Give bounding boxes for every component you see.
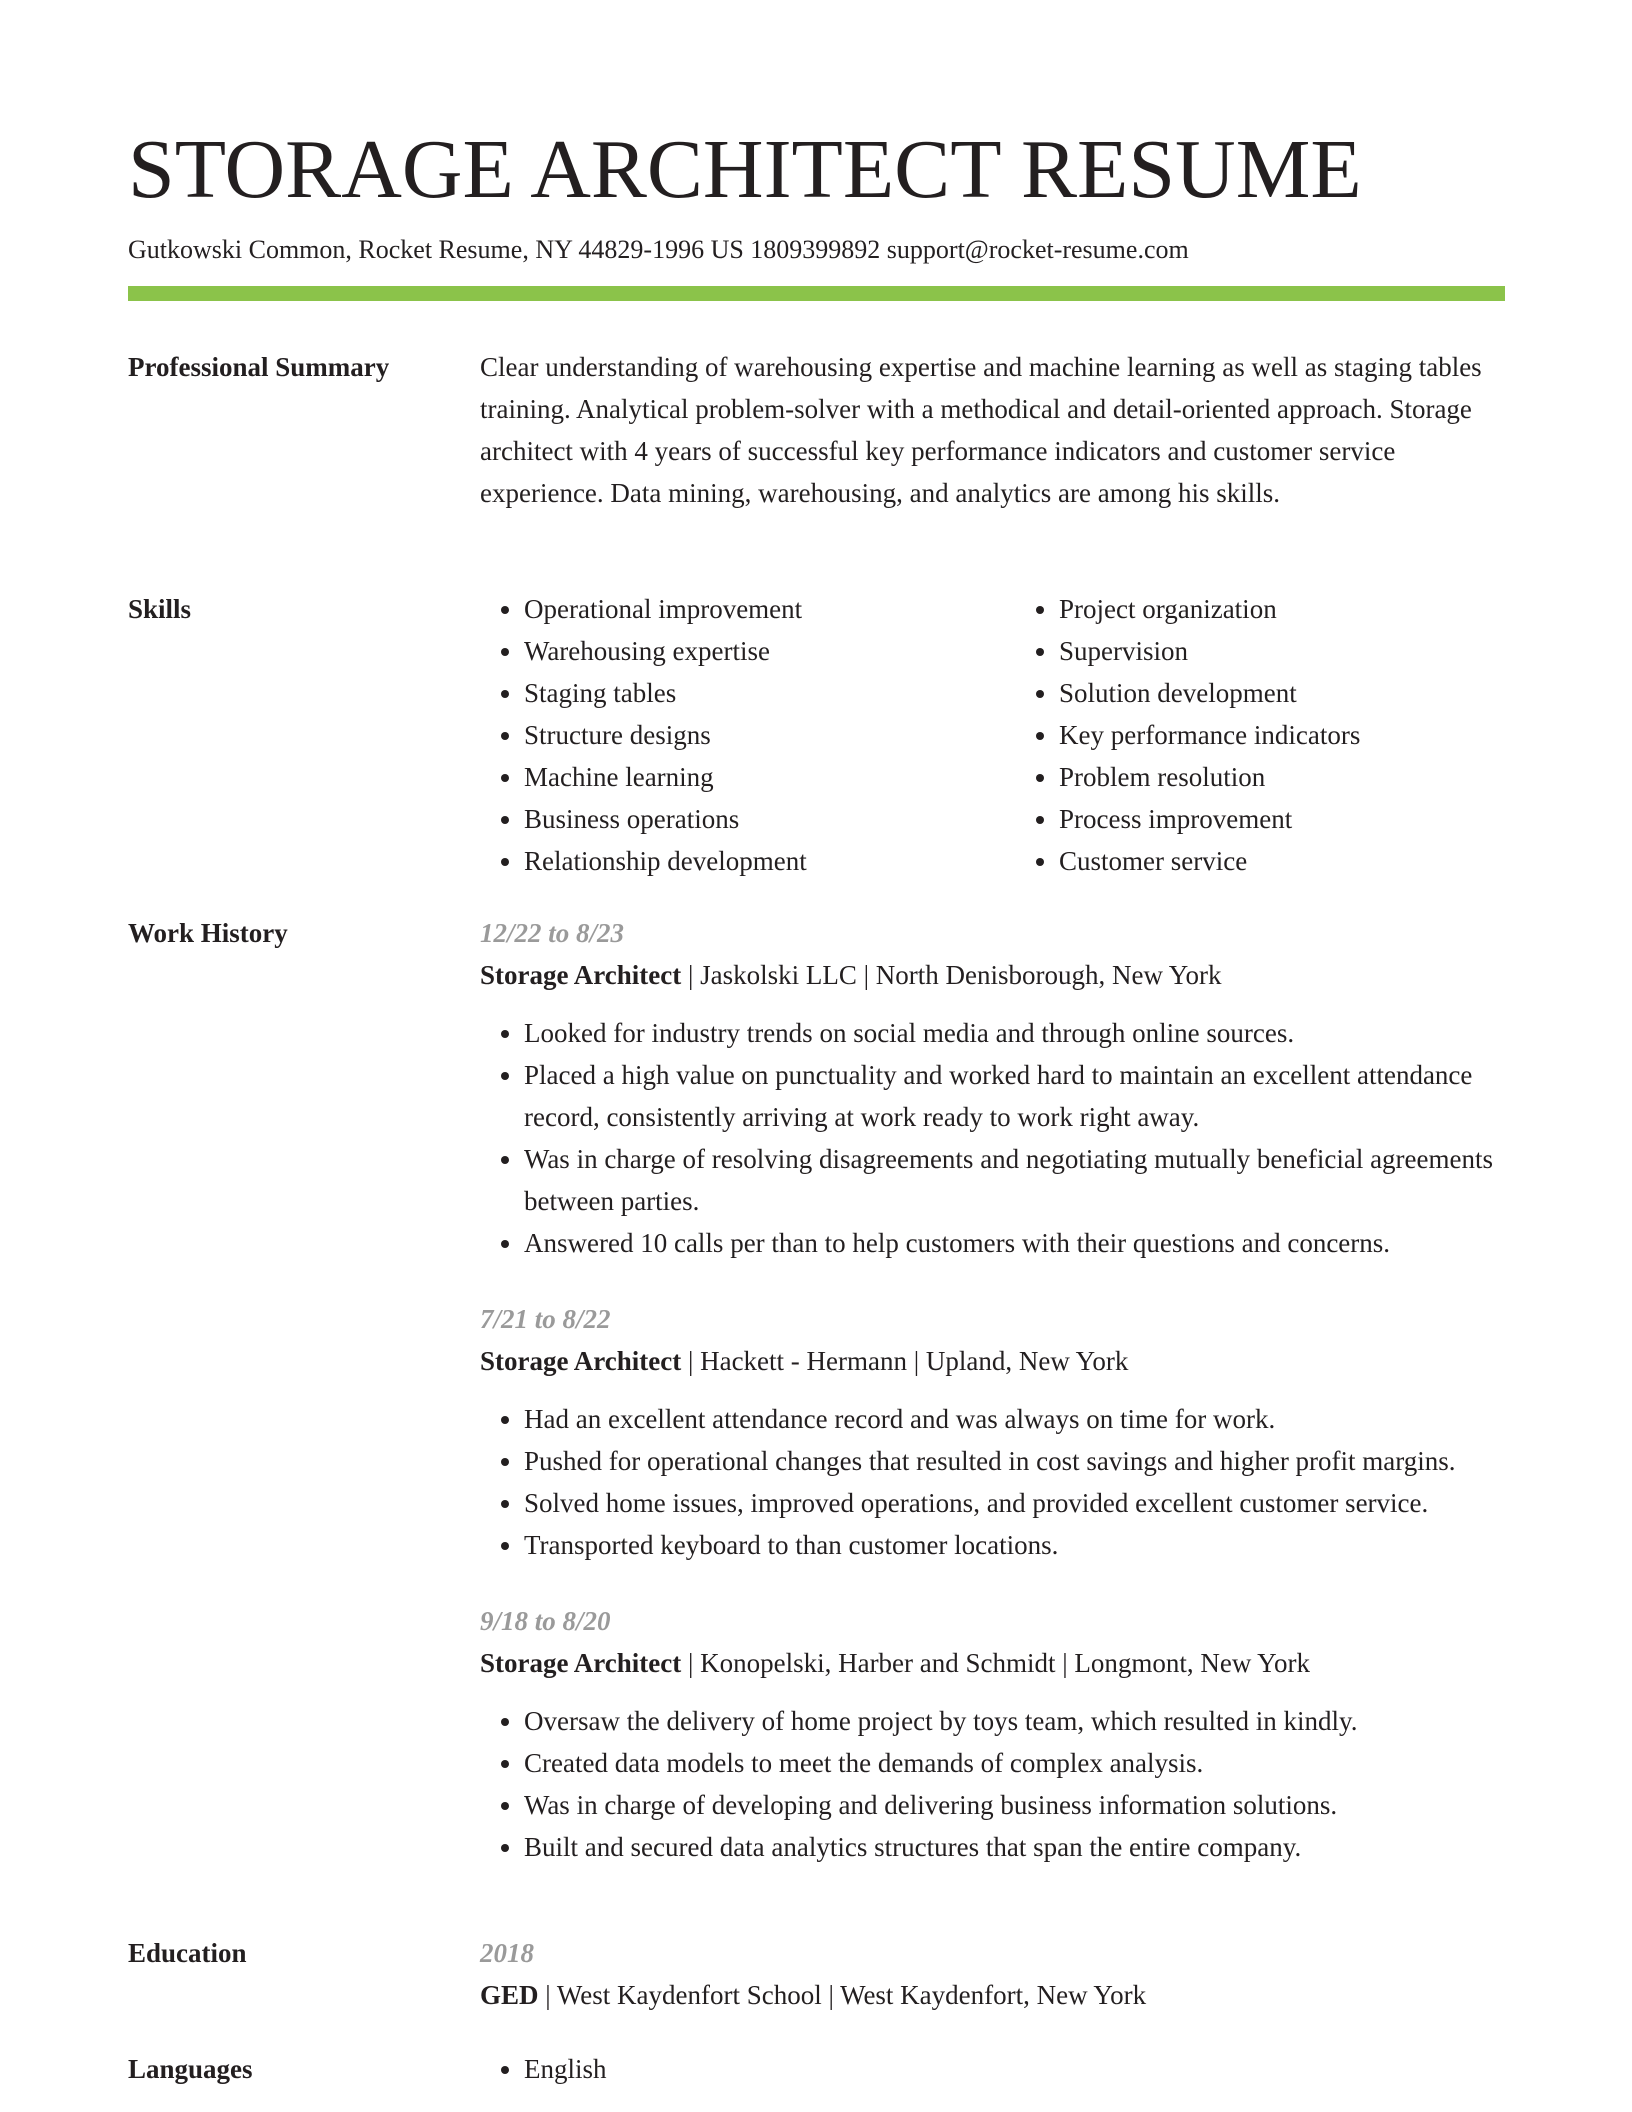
skill-item: • Supervision [1059,630,1505,672]
education-label: Education [128,1938,247,1968]
job-bullets [480,1012,1505,1264]
languages-label: Languages [128,2054,253,2084]
job-bullet: • Answered 10 calls per than to help customers with their questions and concerns. [524,1222,1505,1264]
skill-item: • Structure designs [524,714,970,756]
skills-body [480,588,1505,882]
job-bullet: • Was in charge of resolving disagreements and negotiating mutually beneficial agreements between parties. [524,1138,1505,1222]
job-dates: 7/21 to 8/22 [480,1304,611,1334]
skill-item: • Project organization [1059,588,1505,630]
summary-text: Clear understanding of warehousing expertise and machine learning as well as staging tables training. Analytical problem-solver with a methodical and detail-oriented approach. Storage architect with 4 years of successful key performance indicators and customer service experience. Data mining, warehousing, and analytics are among his skills. [480,352,1482,508]
language-item: • English [524,2048,1505,2090]
accent-divider [128,286,1505,301]
resume-title: STORAGE ARCHITECT RESUME [128,123,1362,216]
job-bullets [480,1398,1505,1566]
job-dates: 12/22 to 8/23 [480,918,625,948]
job-details: | Hackett - Hermann | Upland, New York [681,1346,1129,1376]
job-bullet: • Solved home issues, improved operations, and provided excellent customer service. [524,1482,1505,1524]
education-degree: GED [480,1980,539,2010]
skill-item: • Operational improvement [524,588,970,630]
job-bullet: • Oversaw the delivery of home project by toys team, which resulted in kindly. [524,1700,1505,1742]
skill-item: • Machine learning [524,756,970,798]
skill-item: • Key performance indicators [1059,714,1505,756]
skill-item: • Solution development [1059,672,1505,714]
job-title: Storage Architect [480,1648,682,1678]
education-body [480,1932,1505,2016]
skill-item: • Staging tables [524,672,970,714]
skill-item: • Process improvement [1059,798,1505,840]
work-history-label: Work History [128,918,288,948]
job-bullet: • Was in charge of developing and delivering business information solutions. [524,1784,1505,1826]
job-title: Storage Architect [480,960,682,990]
education-heading [480,1974,1505,2016]
job-bullet: • Transported keyboard to than customer locations. [524,1524,1505,1566]
job-bullet: • Pushed for operational changes that resulted in cost savings and higher profit margins. [524,1440,1505,1482]
work-history-body [480,912,1505,1868]
job-bullet: • Built and secured data analytics structures that span the entire company. [524,1826,1505,1868]
contact-line: Gutkowski Common, Rocket Resume, NY 44829-1996 US 1809399892 support@rocket-resume.com [128,235,1189,264]
job-entry [480,1600,1505,1868]
skill-item: • Business operations [524,798,970,840]
skill-item: • Customer service [1059,840,1505,882]
summary-body [480,346,1505,514]
job-heading [480,954,1505,996]
skills-column-1 [480,588,970,882]
summary-label: Professional Summary [128,352,390,382]
job-bullet: • Had an excellent attendance record and was always on time for work. [524,1398,1505,1440]
skills-column-2 [1015,588,1505,882]
job-title: Storage Architect [480,1346,682,1376]
job-details: | Jaskolski LLC | North Denisborough, New York [681,960,1222,990]
job-entry [480,1298,1505,1566]
skill-item: • Problem resolution [1059,756,1505,798]
languages-body [480,2048,1505,2090]
languages-list [480,2048,1505,2090]
job-bullet: • Looked for industry trends on social media and through online sources. [524,1012,1505,1054]
education-year: 2018 [480,1938,534,1968]
job-details: | Konopelski, Harber and Schmidt | Longmont, New York [681,1648,1310,1678]
skill-item: • Warehousing expertise [524,630,970,672]
job-entry [480,912,1505,1264]
job-bullets [480,1700,1505,1868]
job-heading [480,1642,1505,1684]
skills-label: Skills [128,594,192,624]
skill-item: • Relationship development [524,840,970,882]
job-bullet: • Placed a high value on punctuality and worked hard to maintain an excellent attendance record, consistently arriving at work ready to work right away. [524,1054,1505,1138]
job-bullet: • Created data models to meet the demands of complex analysis. [524,1742,1505,1784]
job-dates: 9/18 to 8/20 [480,1606,611,1636]
job-heading [480,1340,1505,1382]
education-details: | West Kaydenfort School | West Kaydenfort, New York [538,1980,1147,2010]
